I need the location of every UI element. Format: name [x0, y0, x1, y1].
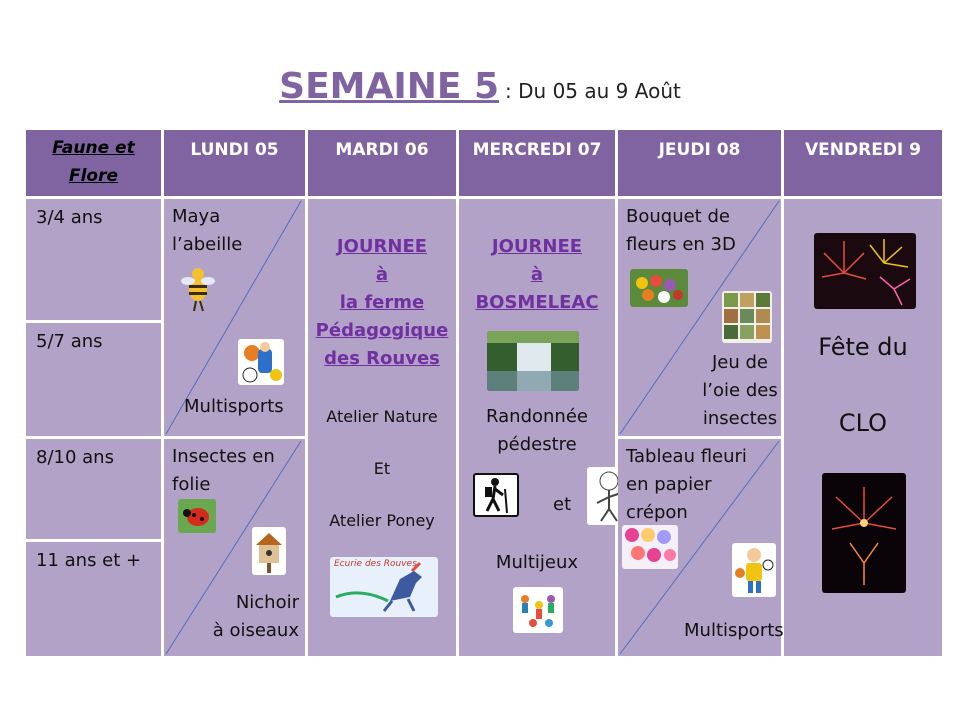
monday-top-label: Maya l’abeille: [172, 206, 243, 255]
thursday-top-second: Jeu de l’oie des insectes: [702, 352, 778, 429]
age-5-7: 5/7 ans: [26, 323, 161, 436]
title-main: SEMAINE 5: [279, 66, 500, 107]
monday-bottom-cell: [164, 439, 305, 656]
wednesday-multijeux: Multijeux: [495, 552, 579, 573]
horse-logo: [330, 557, 438, 617]
sports-kid-icon: [732, 543, 776, 597]
page-title: [0, 66, 960, 107]
insects-photo: [722, 291, 772, 343]
age-11-plus: 11 ans et +: [26, 542, 161, 656]
header-monday: LUNDI 05: [164, 130, 305, 196]
wednesday-link[interactable]: JOURNEE à BOSMELEAC: [475, 236, 599, 313]
tuesday-line1: Atelier Nature: [326, 407, 438, 426]
friday-cell: [784, 199, 942, 656]
header-corner: [26, 130, 161, 196]
thursday-bottom-cell: [618, 439, 784, 656]
friday-line2: CLO: [838, 409, 888, 437]
tuesday-line3: Atelier Poney: [329, 511, 435, 530]
kids-icon: [513, 587, 563, 633]
tuesday-link[interactable]: JOURNEE à la ferme Pédagogique des Rouves: [315, 236, 449, 369]
hiker-icon: [473, 473, 519, 517]
bee-icon: [178, 263, 218, 315]
thursday-top-label: Bouquet de fleurs en 3D: [626, 206, 736, 255]
monday-top-cell: [164, 199, 305, 436]
horse-logo-text: Ecurie des Rouves: [334, 559, 417, 569]
ladybug-icon: [178, 499, 216, 533]
header-tuesday: MARDI 06: [308, 130, 456, 196]
friday-line1: Fête du: [818, 333, 908, 361]
wednesday-et: et: [553, 494, 572, 515]
tuesday-cell: [308, 199, 456, 656]
sports-icon: [238, 339, 284, 385]
age-3-4: 3/4 ans: [26, 199, 161, 320]
schedule-table: [26, 130, 942, 656]
age-8-10: 8/10 ans: [26, 439, 161, 539]
thursday-top-cell: [618, 199, 781, 436]
header-corner-line2: Flore: [68, 166, 119, 186]
flowers-photo: [630, 269, 688, 307]
header-wednesday: MERCREDI 07: [459, 130, 615, 196]
tuesday-line2: Et: [373, 459, 391, 478]
wednesday-cell: [459, 199, 615, 656]
birdhouse-icon: [252, 527, 286, 575]
fireworks-bottom-photo: [822, 473, 906, 593]
thursday-bottom-label: Tableau fleuri en papier crépon: [626, 446, 747, 523]
waterfall-photo: [487, 331, 579, 391]
monday-top-second: Multisports: [184, 396, 284, 417]
header-friday: VENDREDI 9: [784, 130, 942, 196]
fireworks-top-photo: [814, 233, 916, 309]
monday-bottom-second: Nichoir à oiseaux: [212, 592, 299, 641]
thursday-bottom-second: Multisports: [684, 620, 784, 641]
monday-bottom-label: Insectes en folie: [172, 446, 275, 495]
header-corner-line1: Faune et: [52, 138, 135, 158]
header-thursday: JEUDI 08: [618, 130, 781, 196]
paper-flowers-photo: [622, 525, 678, 569]
title-sub: : Du 05 au 9 Août: [505, 79, 681, 103]
wednesday-text: Randonnée pédestre: [486, 406, 588, 455]
